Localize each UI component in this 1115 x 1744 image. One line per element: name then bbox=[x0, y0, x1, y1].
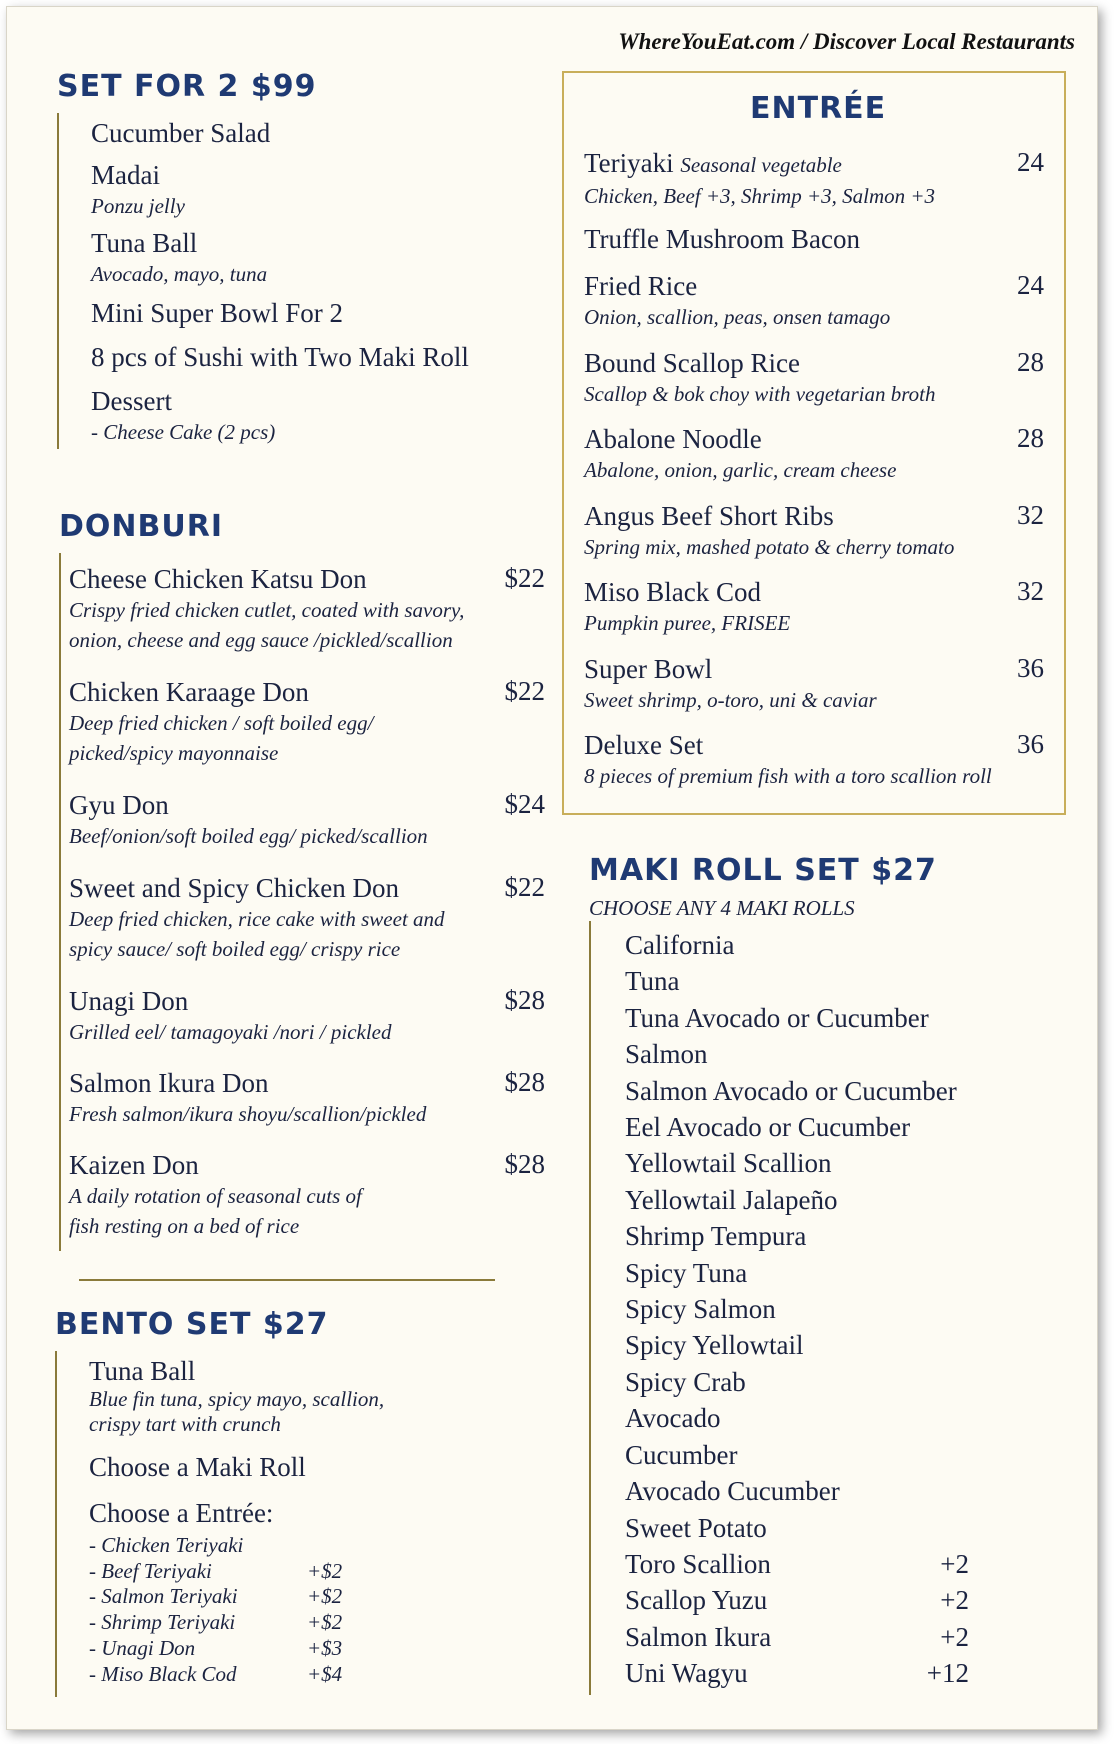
maki-name: California bbox=[625, 930, 735, 960]
bento-tuna-ball: Tuna Ball bbox=[89, 1356, 196, 1386]
menu-item bbox=[69, 985, 545, 1067]
maki-item bbox=[625, 1327, 969, 1363]
menu-item bbox=[91, 385, 531, 447]
item-name: Deluxe Set bbox=[584, 730, 704, 760]
set-for-2-list bbox=[91, 117, 531, 447]
maki-name: Avocado Cucumber bbox=[625, 1476, 840, 1507]
option-item bbox=[89, 1636, 349, 1662]
item-desc: Fresh salmon/ikura shoyu/scallion/pickled bbox=[69, 1102, 427, 1126]
item-desc: Grilled eel/ tamagoyaki /nori / pickled bbox=[69, 1020, 392, 1044]
item-price: 32 bbox=[1017, 576, 1044, 606]
maki-item bbox=[625, 1582, 969, 1618]
item-desc: onion, cheese and egg sauce /pickled/scallion bbox=[69, 628, 453, 652]
item-name: Salmon Ikura Don bbox=[69, 1068, 269, 1098]
item-desc: Chicken, Beef +3, Shrimp +3, Salmon +3 bbox=[584, 184, 936, 208]
maki-item bbox=[625, 1145, 969, 1181]
option-item bbox=[89, 1610, 349, 1636]
option-name: - Salmon Teriyaki bbox=[89, 1584, 238, 1609]
item-price: 24 bbox=[1017, 270, 1044, 300]
maki-heading: MAKI ROLL SET $27 bbox=[589, 853, 937, 888]
option-name: - Chicken Teriyaki bbox=[89, 1533, 244, 1557]
item-price: 36 bbox=[1017, 652, 1044, 683]
maki-name: Yellowtail Jalapeño bbox=[625, 1184, 838, 1215]
option-item bbox=[89, 1533, 349, 1559]
menu-item bbox=[584, 653, 1044, 730]
item-name: Fried Rice bbox=[584, 271, 698, 301]
maki-name: Spicy Crab bbox=[625, 1366, 746, 1397]
item-name: Mini Super Bowl For 2 bbox=[91, 298, 344, 328]
item-name: Sweet and Spicy Chicken Don bbox=[69, 873, 399, 903]
item-desc: Deep fried chicken / soft boiled egg/ bbox=[69, 711, 374, 735]
maki-name: Spicy Yellowtail bbox=[625, 1330, 804, 1361]
bento-rule bbox=[55, 1351, 57, 1697]
maki-name: Tuna bbox=[625, 966, 680, 997]
entree-box bbox=[562, 71, 1066, 815]
item-name: Super Bowl bbox=[584, 653, 713, 684]
item-desc: spicy sauce/ soft boiled egg/ crispy rice bbox=[69, 937, 401, 961]
item-price: $28 bbox=[504, 1149, 545, 1179]
item-desc: - Cheese Cake (2 pcs) bbox=[91, 420, 276, 444]
item-name: Chicken Karaage Don bbox=[69, 677, 309, 707]
option-name: - Unagi Don bbox=[89, 1635, 196, 1660]
menu-item bbox=[584, 500, 1044, 577]
maki-name: Yellowtail Scallion bbox=[625, 1148, 832, 1179]
menu-item bbox=[91, 341, 531, 373]
item-name-text: Teriyaki bbox=[584, 148, 674, 178]
menu-item bbox=[91, 117, 531, 149]
item-price: 28 bbox=[1017, 346, 1044, 377]
item-desc: Abalone, onion, garlic, cream cheese bbox=[584, 458, 897, 482]
item-inline-desc: Seasonal vegetable bbox=[680, 153, 842, 177]
maki-name: Spicy Salmon bbox=[625, 1294, 776, 1325]
item-price: 24 bbox=[1017, 147, 1044, 177]
item-name: Madai bbox=[91, 160, 160, 190]
item-name: Truffle Mushroom Bacon bbox=[584, 224, 860, 254]
maki-item bbox=[625, 1437, 969, 1473]
item-name: Abalone Noodle bbox=[584, 424, 762, 454]
maki-item bbox=[625, 1182, 969, 1218]
maki-upcharge: +2 bbox=[940, 1585, 969, 1616]
maki-item bbox=[625, 1218, 969, 1254]
entree-heading: ENTRÉE bbox=[750, 91, 887, 126]
bento-entree-options bbox=[89, 1533, 509, 1687]
item-desc: Onion, scallion, peas, onsen tamago bbox=[584, 305, 891, 329]
bento-list bbox=[89, 1355, 509, 1687]
item-name: Dessert bbox=[91, 386, 172, 416]
item-name: Cucumber Salad bbox=[91, 118, 271, 148]
item-desc: Scallop & bok choy with vegetarian broth bbox=[584, 381, 936, 406]
maki-name: Tuna Avocado or Cucumber bbox=[625, 1002, 929, 1033]
menu-item bbox=[69, 872, 545, 985]
item-name: Cheese Chicken Katsu Don bbox=[69, 564, 367, 594]
donburi-rule bbox=[59, 553, 61, 1251]
menu-item bbox=[91, 159, 531, 221]
maki-name: Sweet Potato bbox=[625, 1512, 767, 1543]
menu-item bbox=[69, 1067, 545, 1149]
maki-name: Salmon Avocado or Cucumber bbox=[625, 1075, 957, 1106]
menu-item bbox=[69, 563, 545, 676]
section-divider bbox=[79, 1279, 495, 1281]
bento-entree-choice: Choose a Entrée: bbox=[89, 1498, 274, 1528]
option-name: - Shrimp Teriyaki bbox=[89, 1610, 236, 1635]
item-price: 28 bbox=[1017, 423, 1044, 453]
menu-item bbox=[584, 147, 1044, 223]
bento-heading: BENTO SET $27 bbox=[55, 1307, 329, 1342]
maki-item bbox=[625, 963, 969, 999]
maki-name: Salmon bbox=[625, 1039, 708, 1070]
item-price: $22 bbox=[504, 676, 545, 706]
maki-item bbox=[625, 1400, 969, 1436]
item-desc: Spring mix, mashed potato & cherry tomato bbox=[584, 534, 955, 559]
item-desc: A daily rotation of seasonal cuts of bbox=[69, 1184, 362, 1208]
donburi-list bbox=[69, 563, 545, 1259]
set-for-2-heading: SET FOR 2 $99 bbox=[57, 69, 317, 104]
option-upcharge: +$2 bbox=[307, 1558, 343, 1583]
menu-item bbox=[584, 729, 1044, 806]
maki-item bbox=[625, 1000, 969, 1036]
maki-subtitle: CHOOSE ANY 4 MAKI ROLLS bbox=[589, 896, 855, 920]
maki-item bbox=[625, 1073, 969, 1109]
item-name: Gyu Don bbox=[69, 790, 169, 820]
item-desc: Beef/onion/soft boiled egg/ picked/scallion bbox=[69, 824, 428, 848]
item-desc: picked/spicy mayonnaise bbox=[69, 741, 279, 765]
maki-item bbox=[625, 1510, 969, 1546]
item-price: $28 bbox=[504, 1067, 545, 1097]
maki-name: Eel Avocado or Cucumber bbox=[625, 1112, 911, 1143]
option-item bbox=[89, 1559, 349, 1585]
maki-name: Salmon Ikura bbox=[625, 1621, 772, 1652]
item-price: $28 bbox=[504, 985, 545, 1015]
item-name: Kaizen Don bbox=[69, 1150, 199, 1180]
maki-item bbox=[625, 1655, 969, 1691]
menu-item bbox=[91, 297, 531, 329]
item-desc: fish resting on a bed of rice bbox=[69, 1214, 300, 1238]
option-upcharge: +$2 bbox=[307, 1584, 343, 1609]
option-upcharge: +$3 bbox=[307, 1635, 343, 1660]
maki-upcharge: +12 bbox=[926, 1658, 969, 1689]
item-price: $22 bbox=[504, 563, 545, 593]
menu-item bbox=[584, 270, 1044, 347]
maki-name: Spicy Tuna bbox=[625, 1257, 748, 1288]
item-name: Unagi Don bbox=[69, 986, 189, 1016]
item-price: $24 bbox=[504, 789, 545, 819]
maki-item bbox=[625, 1036, 969, 1072]
item-price: 36 bbox=[1017, 729, 1044, 759]
maki-upcharge: +2 bbox=[940, 1548, 969, 1579]
option-upcharge: +$4 bbox=[307, 1661, 343, 1686]
maki-list bbox=[625, 927, 969, 1692]
item-desc: 8 pieces of premium fish with a toro scallion roll bbox=[584, 764, 992, 788]
item-price: $22 bbox=[504, 872, 545, 902]
maki-name: Avocado bbox=[625, 1403, 721, 1434]
menu-item bbox=[584, 347, 1044, 424]
entree-list bbox=[584, 147, 1044, 806]
item-desc: Blue fin tuna, spicy mayo, scallion, bbox=[89, 1387, 385, 1411]
item-name bbox=[584, 147, 1044, 181]
maki-name: Cucumber bbox=[625, 1439, 738, 1470]
maki-name: Uni Wagyu bbox=[625, 1658, 748, 1689]
maki-item bbox=[625, 1473, 969, 1509]
menu-page bbox=[6, 6, 1098, 1730]
maki-item bbox=[625, 1619, 969, 1655]
option-name: - Beef Teriyaki bbox=[89, 1558, 212, 1583]
item-name: 8 pcs of Sushi with Two Maki Roll bbox=[91, 342, 469, 372]
option-item bbox=[89, 1662, 349, 1688]
site-banner: WhereYouEat.com / Discover Local Restaurants bbox=[618, 29, 1075, 54]
option-upcharge: +$2 bbox=[307, 1610, 343, 1635]
donburi-heading: DONBURI bbox=[59, 509, 224, 544]
item-price: 32 bbox=[1017, 499, 1044, 530]
option-name: - Miso Black Cod bbox=[89, 1661, 237, 1686]
set-for-2-rule bbox=[57, 113, 59, 449]
maki-item bbox=[625, 1291, 969, 1327]
menu-item bbox=[584, 576, 1044, 653]
maki-item bbox=[625, 1546, 969, 1582]
menu-item bbox=[69, 676, 545, 789]
maki-item bbox=[625, 1109, 969, 1145]
item-desc: Sweet shrimp, o-toro, uni & caviar bbox=[584, 687, 877, 712]
maki-item bbox=[625, 927, 969, 963]
maki-name: Scallop Yuzu bbox=[625, 1585, 768, 1616]
item-desc: Deep fried chicken, rice cake with sweet and bbox=[69, 907, 445, 931]
maki-name: Shrimp Tempura bbox=[625, 1221, 807, 1252]
maki-item bbox=[625, 1364, 969, 1400]
item-desc: Crispy fried chicken cutlet, coated with savory, bbox=[69, 598, 465, 622]
item-name: Miso Black Cod bbox=[584, 577, 762, 607]
maki-rule bbox=[589, 921, 591, 1695]
item-name: Bound Scallop Rice bbox=[584, 347, 800, 378]
maki-upcharge: +2 bbox=[940, 1621, 969, 1652]
item-name: Angus Beef Short Ribs bbox=[584, 500, 834, 531]
option-item bbox=[89, 1584, 349, 1610]
item-desc: Avocado, mayo, tuna bbox=[91, 262, 268, 286]
menu-item bbox=[584, 423, 1044, 500]
item-name: Tuna Ball bbox=[91, 228, 198, 258]
bento-maki-choice: Choose a Maki Roll bbox=[89, 1452, 306, 1482]
maki-item bbox=[625, 1255, 969, 1291]
item-desc: crispy tart with crunch bbox=[89, 1412, 281, 1436]
menu-item bbox=[584, 223, 1044, 270]
menu-item bbox=[69, 1149, 545, 1259]
menu-item bbox=[69, 789, 545, 872]
item-desc: Ponzu jelly bbox=[91, 194, 185, 218]
maki-name: Toro Scallion bbox=[625, 1548, 771, 1579]
item-desc: Pumpkin puree, FRISEE bbox=[584, 611, 791, 635]
menu-item bbox=[91, 227, 531, 289]
